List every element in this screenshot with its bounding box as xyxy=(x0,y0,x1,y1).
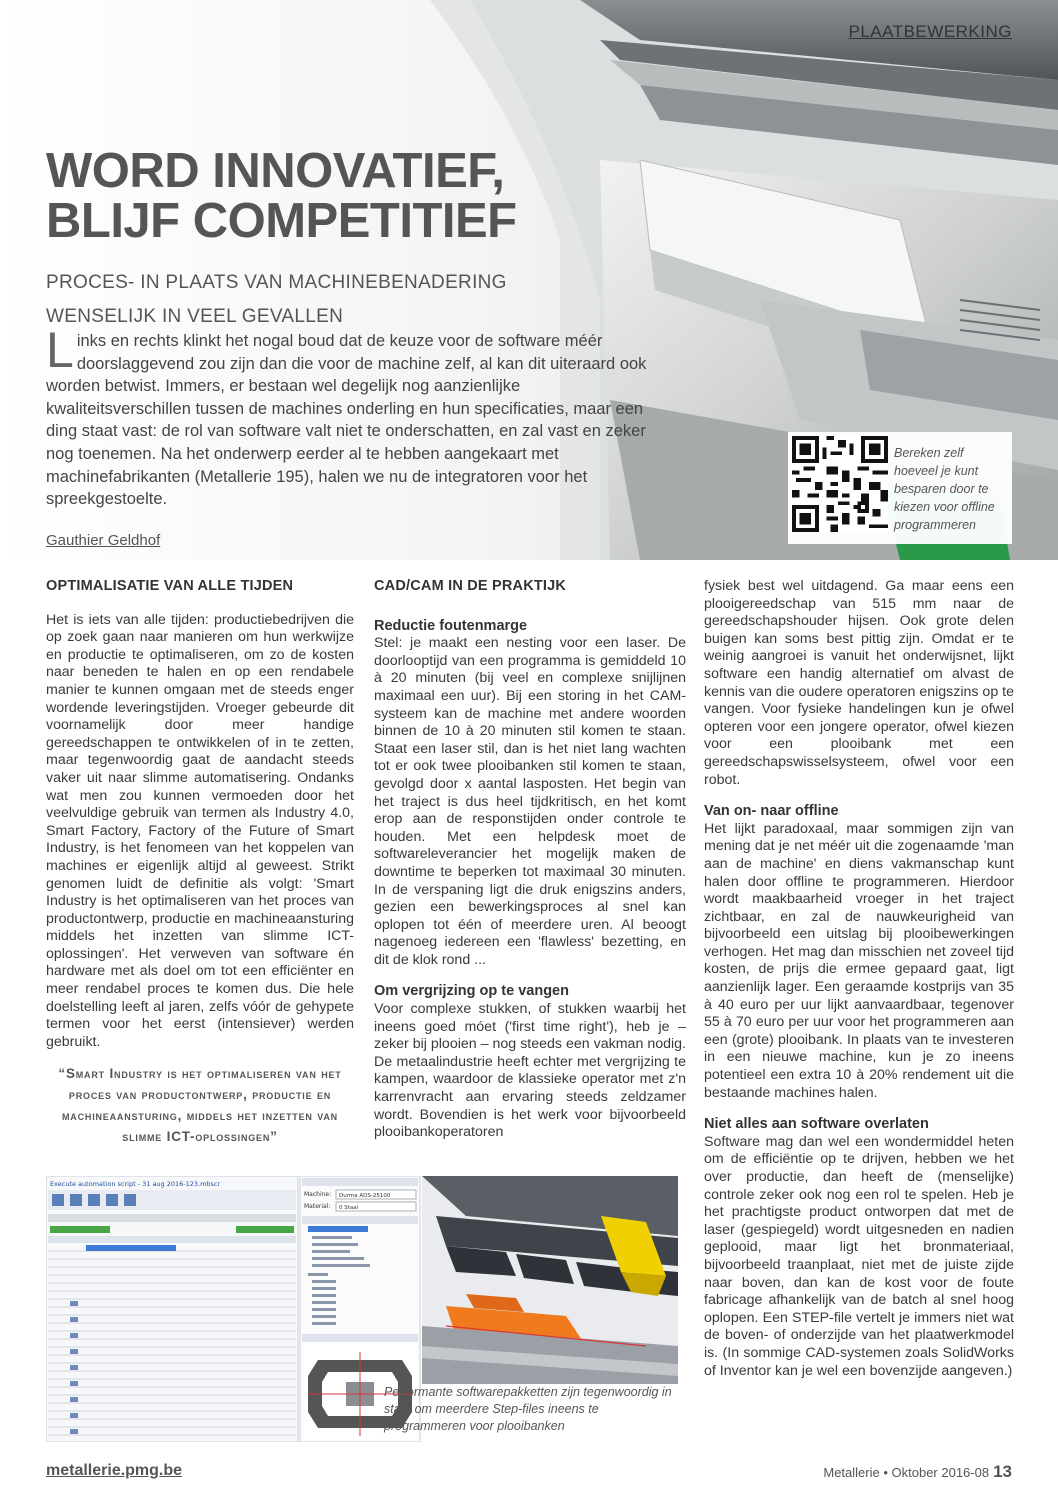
article-subtitle xyxy=(46,266,606,334)
author-byline[interactable]: Gauthier Geldhof xyxy=(46,532,161,549)
body-paragraph: Het lijkt paradoxaal, maar sommigen zijn van mening dat je net méér uit die zogenaamde 'man aan de machine' en diens vakmanschap kunt halen door offline te programmeren. Hierdoor wordt maakbaarheid vroeger in het traject zichtbaar, en zal de nauwkeurigheid van bijvoorbeeld een uitslag bij plooibewerkingen verhogen. Het mag dan misschien net zoveel tijd kosten, de prijs die ermee gepaard gaat, ligt aanzienlijk lager. Een geraamde kostprijs van 35 à 40 euro per uur lijkt aanvaardbaar, tegenover 55 à 70 euro per uur voor het programmeren aan een (grote) plooibank. In plaats van te investeren in een nieuwe machine, kun je zo ineens potentieel een extra 10 à 20% rendement uit die bestaande machines halen. xyxy=(704,820,1014,1101)
section-heading: CAD/CAM IN DE PRAKTIJK xyxy=(374,578,567,594)
column-1 xyxy=(46,578,354,1147)
qr-code[interactable] xyxy=(792,436,888,532)
body-paragraph: fysiek best wel uitdagend. Ga maar eens een plooigereedschap van 515 mm naar de gereedschapshouder hijsen. Ook grote delen buigen kan soms best pittig zijn. Omdat er te weinig aangroei is vanuit het onderwijsnet, lijkt software een handig alternatief om alvast de kennis van die oudere operatoren enigszins op te vangen. Voor fysieke handelingen kun je ofwel opteren voor een jongere operator, ofwel kiezen voor een plooibank met een gereedschapswisselsysteem, ofwel voor een robot. xyxy=(704,578,1014,788)
subheading: Om vergrijzing op te vangen xyxy=(374,983,569,1000)
material-label: Material: xyxy=(304,1203,331,1210)
machine-select[interactable]: Durma ADS-25100 xyxy=(339,1193,391,1199)
subheading: Niet alles aan software overlaten xyxy=(704,1116,929,1133)
subtitle-line-1: PROCES- IN PLAATS VAN MACHINEBENADERING xyxy=(46,272,507,293)
figure-caption: Performante softwarepakketten zijn tegenwoordig in staat om meerdere Step-files ineens te programmeren voor plooibanken xyxy=(384,1385,672,1433)
subtitle-line-2: WENSELIJK IN VEEL GEVALLEN xyxy=(46,306,344,327)
issue-label: Metallerie • Oktober 2016-08 xyxy=(823,1465,990,1480)
title-line-1: WORD INNOVATIEF, xyxy=(46,144,505,198)
body-paragraph: Software mag dan wel een wondermiddel heten om de efficiëntie op te drijven, hebben we het over productie, dan heeft de (menselijke) controle zeker ook nog een rol te spelen. Heb je het prachtigste product ontworpen dat met de laser (gespiegeld) wordt uitgesneden en nadien geplooid, maar ligt het bronmateriaal, bijvoorbeeld traanplaat, niet met de juiste zijde naar boven, dan kan de kost voor de foute fabricage afhankelijk van de batch al snel hoog oplopen. Een STEP-file vertelt je immers niet wat de boven- of onderzijde van het plaatwerkmodel is. (In sommige CAD-systemen zoals SolidWorks of Inventor kan je wel een bovenzijde aangeven.) xyxy=(704,1133,1014,1379)
subheading: Van on- naar offline xyxy=(704,803,839,820)
page-number: 13 xyxy=(993,1462,1012,1481)
body-paragraph: Voor complexe stukken, of stukken waarbij het ineens goed móet ('first time right'), heb je – zeker bij plooien – nog steeds een vakman nodig. De metaalindustrie heeft echter met vergrijzing te kampen, waardoor de klassieke operator met z'n karrenvracht aan ervaring steeds zeldzamer wordt. Bovendien is het werk voor bijvoorbeeld plooibankoperatoren xyxy=(374,1001,686,1141)
title-line-2: BLIJF COMPETITIEF xyxy=(46,194,517,248)
body-paragraph: Het is iets van alle tijden: productiebedrijven die op zoek gaan naar manieren om hun werkwijze en productie te optimaliseren, om zo de kosten naar beneden te halen en op een rendabele manier te kunnen omgaan met de steeds enger wordende leveringstijden. Vroeger gebeurde dit voornamelijk door meer handige gereedschappen te ontwikkelen of in te zetten, maar tegenwoordig gaat de aandacht steeds vaker uit naar slimme automatisering. Ondanks wat men zou kunnen vermoeden door het veelvuldige gebruik van termen als Industry 4.0, Smart Factory, Factory of the Future of Smart Industry, is het fenomeen van het koppelen van machines er eigenlijk altijd al geweest. Strikt genomen luidt de definitie als volgt: 'Smart Industry is het optimaliseren van het proces van productontwerp, productie en machineaansturing middels het inzetten van slimme ICT-oplossingen'. Het verweven van software én hardware met als doel om tot een efficiënter en meer rendabel proces te komen dus. Die hele doelstelling leeft al jaren, zelfs vóór de gehypete termen voor het eerst (intensiever) werden gebruikt. xyxy=(46,611,354,1050)
footer-site-link[interactable]: metallerie.pmg.be xyxy=(46,1462,183,1479)
drop-cap: L xyxy=(46,322,74,378)
pull-quote: “Smart Industry is het optimaliseren van het proces van productontwerp, productie en machineaansturing, middels het inzetten van slimme ICT-oplossingen” xyxy=(58,1066,342,1145)
article-title xyxy=(46,146,566,246)
body-paragraph: Stel: je maakt een nesting voor een laser. De doorlooptijd van een programma is gemiddeld 10 à 20 minuten (bij veel en complexe snijlijnen maximaal een uur). Bij een storing in het CAM-systeem kan de machine met andere woorden binnen de 10 à 20 minuten stil komen te staan. Staat een laser stil, dan is het niet lang wachten tot er ook twee plooibanken stil komen te staan, gevolgd door x aantal lasposten. Het begin van het traject is dus heel tijdkritisch, en het komt erop aan de responstijden onder controle te houden. Met een helpdesk moet de softwareleverancier het mogelijk maken de downtime te beperken tot maximaal 30 minuten. In de verspaning ligt die druk enigszins anders, gezien een bewerkingsproces al snel kan oplopen tot één of meerdere uren. Al beoogt nagenoeg iedereen een 'flawless' bezetting, en dit de klok rond ... xyxy=(374,635,686,968)
machine-label: Machine: xyxy=(304,1191,332,1198)
qr-caption: Bereken zelf hoeveel je kunt besparen door te kiezen voor offline programmeren xyxy=(894,446,995,532)
column-2 xyxy=(374,578,686,1142)
qr-callout xyxy=(788,432,1012,544)
lead-paragraph xyxy=(46,322,666,511)
window-title: Execute automation script - 31 aug 2016-123.mbscr xyxy=(50,1180,221,1188)
section-tag: PLAATBEWERKING xyxy=(848,22,1012,41)
material-select[interactable]: 0 Staal xyxy=(339,1205,359,1211)
subheading: Reductie foutenmarge xyxy=(374,617,528,634)
footer-issue xyxy=(823,1462,1012,1482)
column-3 xyxy=(704,578,1014,1380)
section-heading: OPTIMALISATIE VAN ALLE TIJDEN xyxy=(46,578,294,594)
lead-text: inks en rechts klinkt het nogal boud dat de keuze voor de software méér doorslaggevend zou zijn dan die voor de machine zelf, al kan dit uiteraard ook worden betwist. Immers, er bestaan wel degelijk nog aanzienlijke kwaliteitsverschillen tussen de machines onderling en hun specificaties, maar een ding staat vast: de rol van software valt niet te onderschatten, en zal vast en zeker nog toenemen. Na het onderwerp eerder al te hebben aangekaart met machinefabrikanten (Metallerie 195), halen we nu de integratoren voor het spreekgestoelte. xyxy=(46,332,647,509)
